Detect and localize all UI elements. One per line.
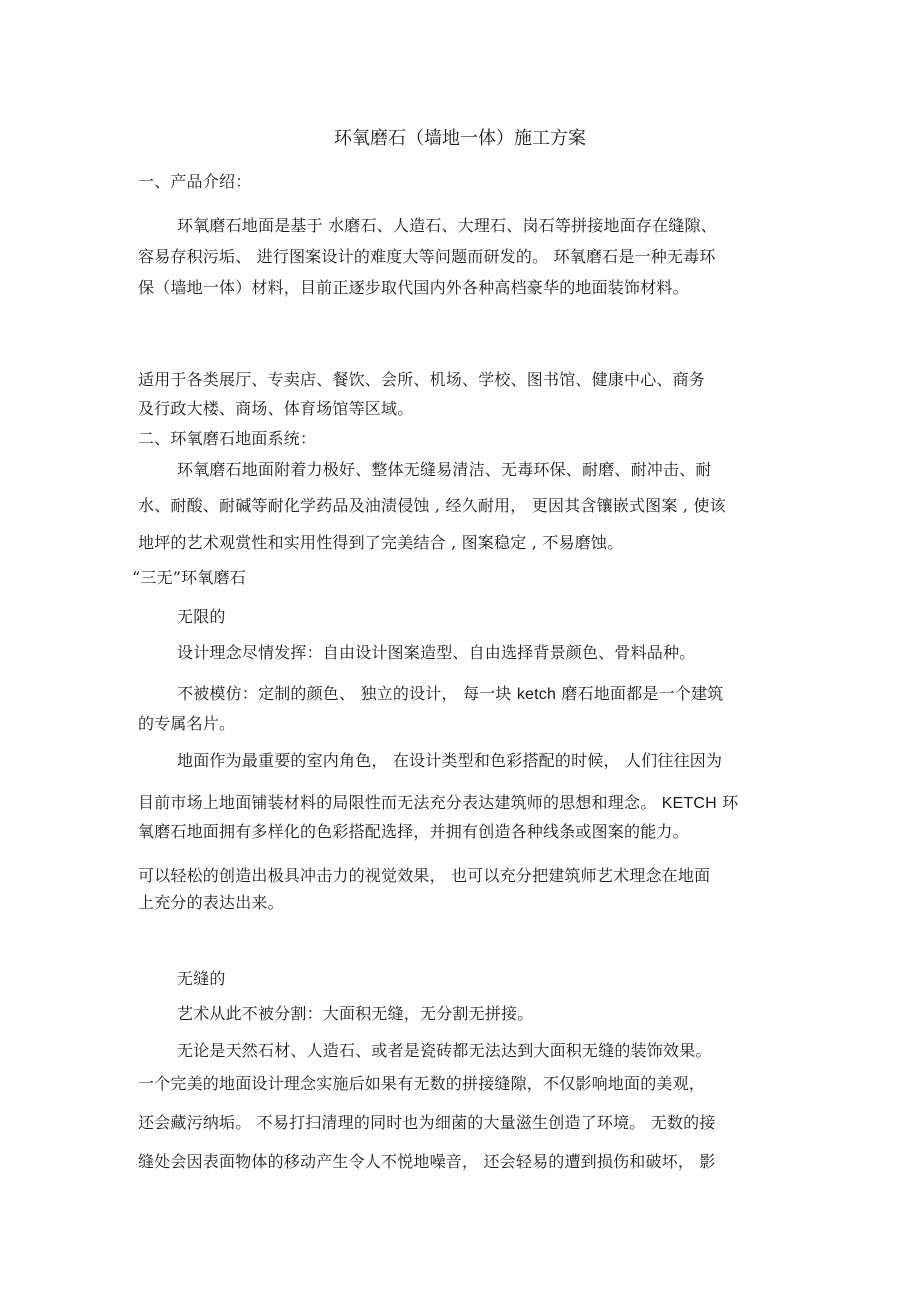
brand-name: KETCH [661,795,717,812]
paragraph-line: 适用于各类展厅、专卖店、餐饮、会所、机场、学校、图书馆、健康中心、商务 [138,370,706,389]
paragraph-line: 上充分的表达出来。 [138,893,284,912]
paragraph-line: 环氧磨石地面附着力极好、整体无缝易清洁、无毒环保、耐磨、耐冲击、耐 [177,460,712,479]
paragraph-line: 地坪的艺术观赏性和实用性得到了完美结合 , 图案稳定 , 不易磨蚀。 [138,533,624,552]
paragraph-line: 及行政大楼、商场、体育场馆等区域。 [138,399,414,418]
paragraph-line: 的专属名片。 [138,714,236,733]
paragraph-line: 缝处会因表面物体的移动产生令人不悦地噪音， 还会轻易的遭到损伤和破坏， 影 [138,1152,716,1171]
paragraph-line: 可以轻松的创造出极具冲击力的视觉效果， 也可以充分把建筑师艺术理念在地面 [138,866,711,885]
paragraph-line: 艺术从此不被分割：大面积无缝，无分割无拼接。 [177,1004,534,1023]
subheading-three-no: “三无”环氧磨石 [132,568,246,587]
section-heading-product-intro: 一、产品介绍： [138,172,252,191]
text-span: 目前市场上地面铺装材料的局限性而无法充分表达建筑师的思想和理念。 [138,793,662,812]
section-heading-system: 二、环氧磨石地面系统： [138,429,317,448]
paragraph-line [177,684,723,705]
paragraph-line: 环氧磨石地面是基于 水磨石、人造石、大理石、岗石等拼接地面存在缝隙、 [177,216,717,235]
paragraph-line: 水、耐酸、耐碱等耐化学药品及油渍侵蚀 , 经久耐用， 更因其含镶嵌式图案 , 使该 [138,496,726,515]
paragraph-line: 还会藏污纳垢。 不易打扫清理的同时也为细菌的大量滋生创造了环境。 无数的接 [138,1113,716,1132]
paragraph-line: 设计理念尽情发挥：自由设计图案造型、自由选择背景颜色、骨料品种。 [177,643,696,662]
paragraph-line: 无论是天然石材、人造石、或者是瓷砖都无法达到大面积无缝的装饰效果。 [177,1041,712,1060]
paragraph-line: 保（墙地一体）材料，目前正逐步取代国内外各种高档豪华的地面装饰材料。 [138,278,689,297]
subsection-label-unlimited: 无限的 [177,607,226,626]
text-span: 不被模仿：定制的颜色、 独立的设计， 每一块 [177,684,517,703]
subsection-label-seamless: 无缝的 [177,969,226,988]
paragraph-line: 地面作为最重要的室内角色， 在设计类型和色彩搭配的时候， 人们往往因为 [177,751,723,770]
document-title: 环氧磨石（墙地一体）施工方案 [334,128,586,149]
paragraph-line: 容易存积污垢、 进行图案设计的难度大等问题而研发的。 环氧磨石是一种无毒环 [138,247,716,266]
paragraph-line: 氧磨石地面拥有多样化的色彩搭配选择，并拥有创造各种线条或图案的能力。 [138,822,689,841]
text-span: 磨石地面都是一个建筑 [556,684,724,703]
text-span: 环 [716,793,739,812]
paragraph-line: 一个完美的地面设计理念实施后如果有无数的拼接缝隙，不仅影响地面的美观， [138,1074,706,1093]
paragraph-line [138,793,738,814]
brand-name: ketch [516,686,557,703]
